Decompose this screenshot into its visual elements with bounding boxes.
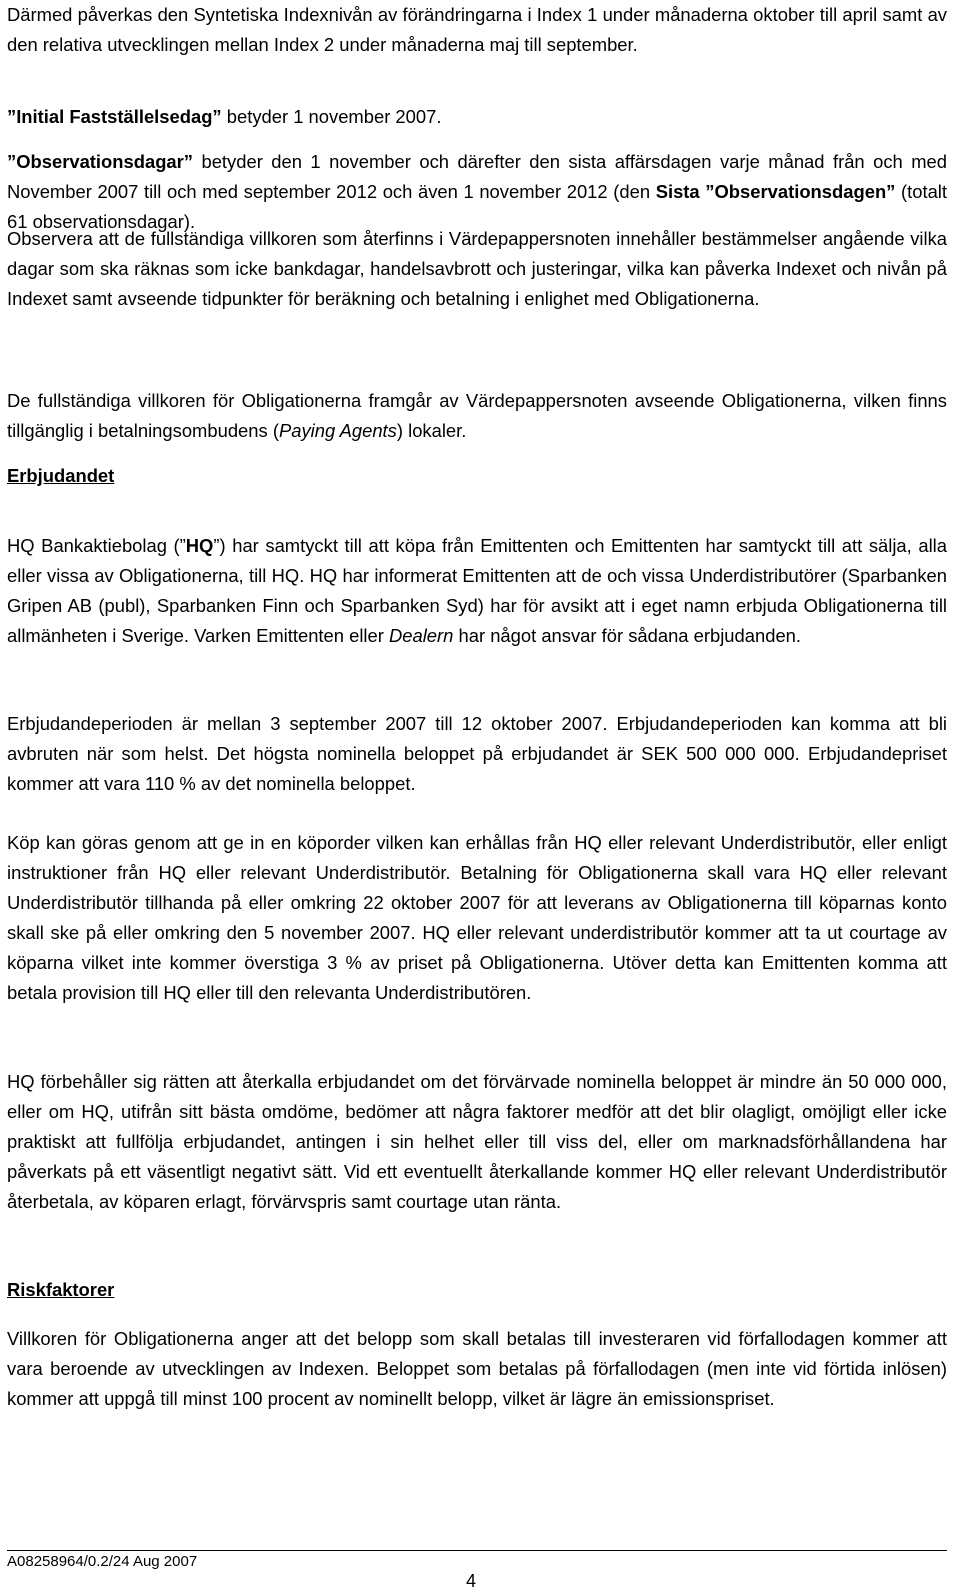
page-number: 4 <box>466 1571 477 1591</box>
term-sista-observationsdagen: Sista ”Observationsdagen” <box>655 181 896 202</box>
text: ) lokaler. <box>396 420 467 441</box>
hq-bold: HQ <box>185 535 214 556</box>
paragraph-offer-period: Erbjudandeperioden är mellan 3 september 2007 till 12 oktober 2007. Erbjudandeperioden kan komma att bli avbruten när som helst. Det högsta nominella beloppet på erbjudandet är SEK 500 000 000. Erbjudandepriset kommer att vara 110 % av det nominella beloppet. <box>7 713 947 794</box>
term-initial-fastallelsedag: ”Initial Fastställelsedag” <box>7 106 222 127</box>
definition-text: betyder 1 november 2007. <box>221 106 442 127</box>
term-observationsdagar: ”Observationsdagar” <box>7 151 194 172</box>
paying-agents-italic: Paying Agents <box>278 420 397 441</box>
footer-reference: A08258964/0.2/24 Aug 2007 <box>7 1553 198 1570</box>
heading-erbjudandet: Erbjudandet <box>7 465 115 486</box>
text: ”) har samtyckt till att köpa från Emittenten och Emittenten har samtyckt till att sälja, alla eller vissa av Obligationerna, till HQ. HQ har informerat Emittenten att de och vissa Underdistributörer (Sparbanken Gripen AB (publ), Sparbanken Finn och Sparbanken Syd) har för avsikt att i eget namn erbjuda Obligationerna till allmänheten i Sverige. Varken Emittenten eller <box>7 535 947 646</box>
paragraph-withdrawal: HQ förbehåller sig rätten att återkalla erbjudandet om det förvärvade nominella beloppet är mindre än 50 000 000, eller om HQ, utifrån sitt bästa omdöme, bedömer att några faktorer medför att det blir olagligt, omöjligt eller icke praktiskt att fullfölja erbjudandet, antingen i sin helhet eller till viss del, eller om marknadsförhållandena har påverkats på ett väsentligt negativt sätt. Vid ett eventuellt återkallande kommer HQ eller relevant Underdistributör återbetala, av köparen erlagt, förvärvspris samt courtage utan ränta. <box>7 1071 947 1212</box>
paragraph-initial-date <box>7 102 947 132</box>
text: HQ Bankaktiebolag (” <box>7 535 186 556</box>
definition-text: betyder den 1 november och därefter den sista affärsdagen varje månad från och med November 2007 till och med september 2012 och även 1 november 2012 (den <box>7 151 947 202</box>
dealern-italic: Dealern <box>388 625 454 646</box>
paragraph-risk: Villkoren för Obligationerna anger att det belopp som skall betalas till investeraren vid förfallodagen kommer att vara beroende av utvecklingen av Indexen. Beloppet som betalas på förfallodagen (men inte vid förtida inlösen) kommer att uppgå till minst 100 procent av nominellt belopp, vilket är lägre än emissionspriset. <box>7 1328 947 1409</box>
heading-riskfaktorer: Riskfaktorer <box>7 1279 115 1300</box>
text: har något ansvar för sådana erbjudanden. <box>453 625 802 646</box>
paragraph-full-terms <box>7 386 947 446</box>
footer-divider <box>7 1550 947 1551</box>
text: De fullständiga villkoren för Obligationerna framgår av Värdepappersnoten avseende Obligationerna, vilken finns tillgänglig i betalningsombudens ( <box>7 390 947 441</box>
paragraph-terms-note: Observera att de fullständiga villkoren som återfinns i Värdepappersnoten innehåller bestämmelser angående vilka dagar som ska räknas som icke bankdagar, handelsavbrott och justeringar, vilka kan påverka Indexet och nivån på Indexet samt avseende tidpunkter för beräkning och betalning i enlighet med Obligationerna. <box>7 228 947 309</box>
paragraph-offer-hq <box>7 531 947 651</box>
paragraph-purchase: Köp kan göras genom att ge in en köporder vilken kan erhållas från HQ eller relevant Underdistributör, eller enligt instruktioner från HQ eller relevant Underdistributör. Betalning för Obligationerna skall vara HQ eller relevant Underdistributör tillhanda på eller omkring 22 oktober 2007 för att leverans av Obligationerna till köparnas konto skall ske på eller omkring den 5 november 2007. HQ eller relevant underdistributör kommer att ta ut courtage av köparna vilket inte kommer överstiga 3 % av priset på Obligationerna. Utöver detta kan Emittenten komma att betala provision till HQ eller till den relevanta Underdistributören. <box>7 832 947 1003</box>
definition-end: (totalt 61 observationsdagar). <box>7 181 947 232</box>
paragraph-synthetic-index: Därmed påverkas den Syntetiska Indexnivån av förändringarna i Index 1 under månaderna oktober till april samt av den relativa utvecklingen mellan Index 2 under månaderna maj till september. <box>7 4 947 55</box>
